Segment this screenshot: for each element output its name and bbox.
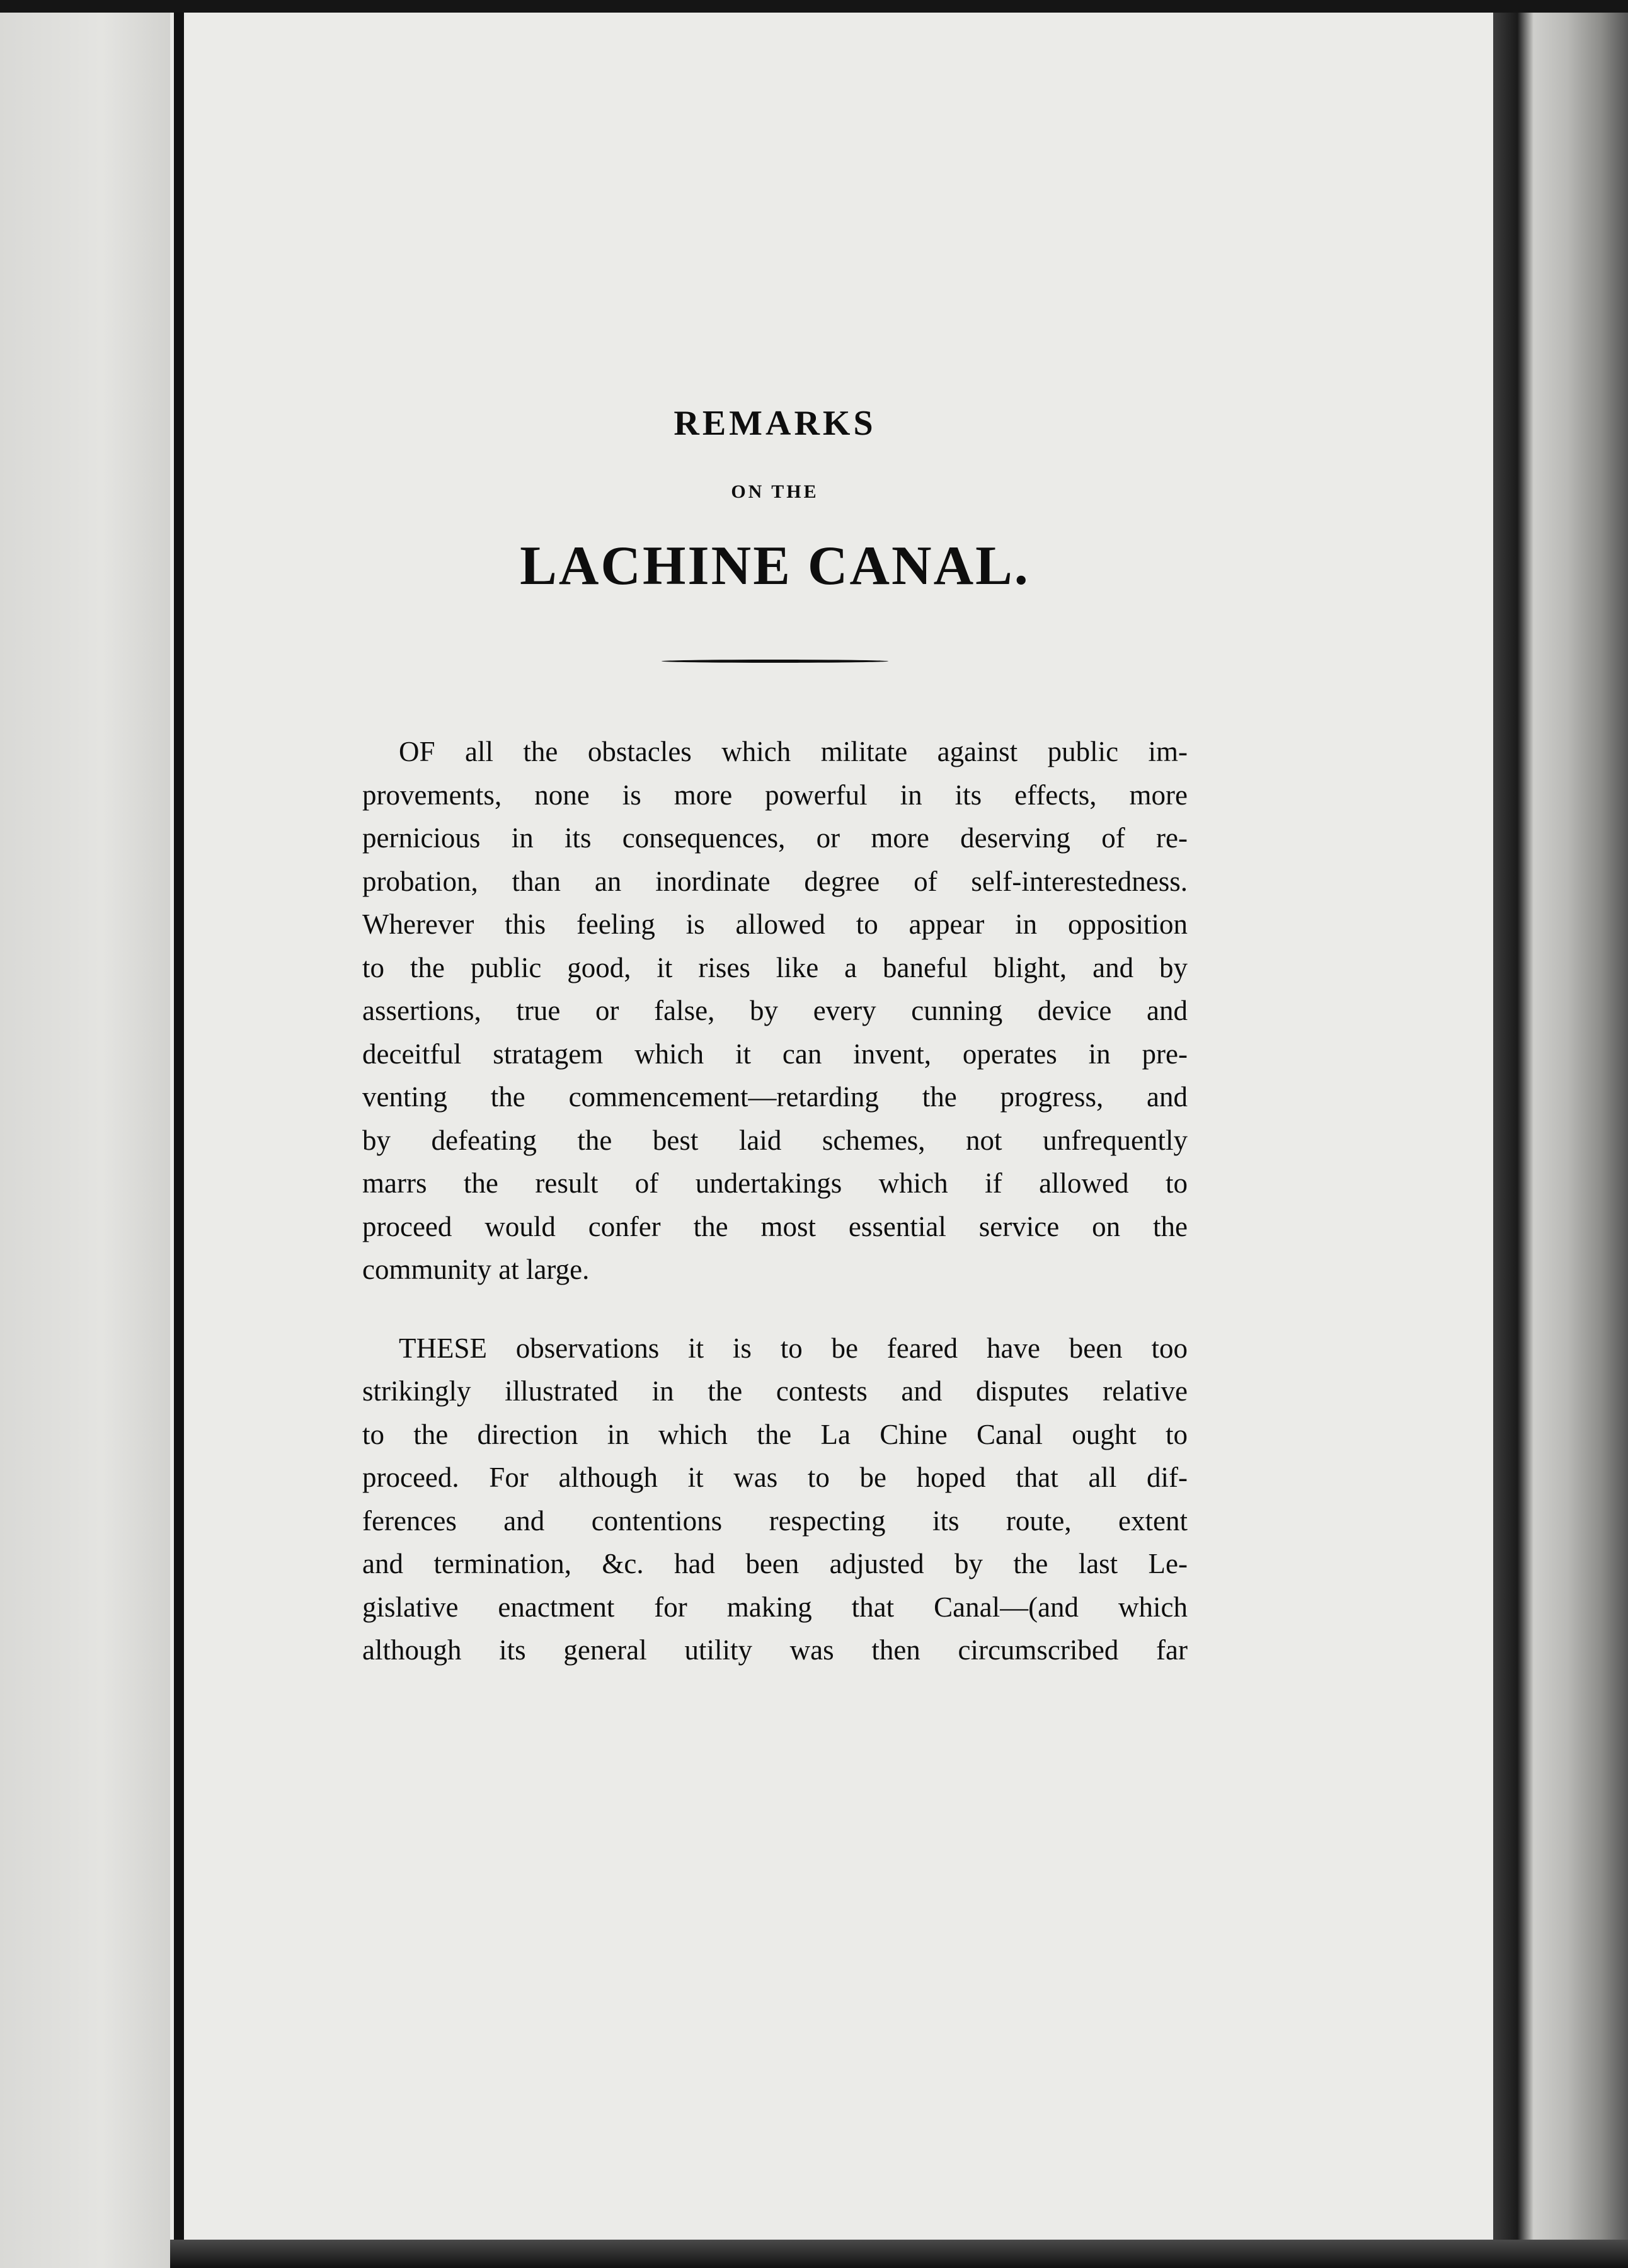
paragraph-1-line: marrs the result of undertakings which if allowed to (362, 1167, 1188, 1199)
paragraph-2-line: and termination, &c. had been adjusted by the last Le- (362, 1548, 1188, 1579)
paragraph-1-line: pernicious in its consequences, or more deserving of re- (362, 822, 1188, 854)
title-rule (662, 658, 888, 664)
page-edge-right (1493, 0, 1628, 2268)
paragraph-1-line: OF all the obstacles which militate against public im- (399, 736, 1188, 767)
paragraph-2 (362, 1327, 1188, 1672)
page-edge-bottom (170, 2240, 1628, 2268)
paragraph-2-line: proceed. For although it was to be hoped that all dif- (362, 1462, 1188, 1493)
paragraph-1-line: probation, than an inordinate degree of self-interestedness. (362, 865, 1188, 897)
paragraph-1-line: to the public good, it rises like a baneful blight, and by (362, 951, 1188, 983)
heading-lachine-canal: LACHINE CANAL. (520, 536, 1030, 597)
paragraph-1-line: Wherever this feeling is allowed to appear in opposition (362, 908, 1188, 940)
page-edge-top (0, 0, 1628, 13)
paragraph-1-line: deceitful stratagem which it can invent, operates in pre- (362, 1038, 1188, 1070)
paragraph-1-line: by defeating the best laid schemes, not unfrequently (362, 1124, 1188, 1156)
paragraph-1 (362, 730, 1188, 1292)
heading-on-the: ON THE (731, 481, 819, 502)
paragraph-2-line: to the direction in which the La Chine Canal ought to (362, 1418, 1188, 1450)
paragraph-1-line: venting the commencement—retarding the progress, and (362, 1081, 1188, 1113)
paragraph-2-line: THESE observations it is to be feared have been too (399, 1332, 1188, 1364)
paragraph-1-line: provements, none is more powerful in its effects, more (362, 779, 1188, 811)
paragraph-2-line: ferences and contentions respecting its route, extent (362, 1504, 1188, 1537)
paragraph-2-line: strikingly illustrated in the contests and disputes relative (362, 1375, 1188, 1407)
paragraph-2-line: although its general utility was then circumscribed far (362, 1634, 1188, 1666)
paragraph-2-line: gislative enactment for making that Canal—(and which (362, 1591, 1188, 1623)
paragraph-1-line: community at large. (362, 1254, 590, 1285)
binding-gutter (174, 0, 184, 2268)
left-page-margin (0, 0, 170, 2268)
paragraph-1-line: assertions, true or false, by every cunning device and (362, 995, 1188, 1026)
paragraph-1-line: proceed would confer the most essential service on the (362, 1210, 1188, 1242)
text-column (362, 403, 1188, 1672)
heading-remarks: REMARKS (674, 404, 876, 443)
